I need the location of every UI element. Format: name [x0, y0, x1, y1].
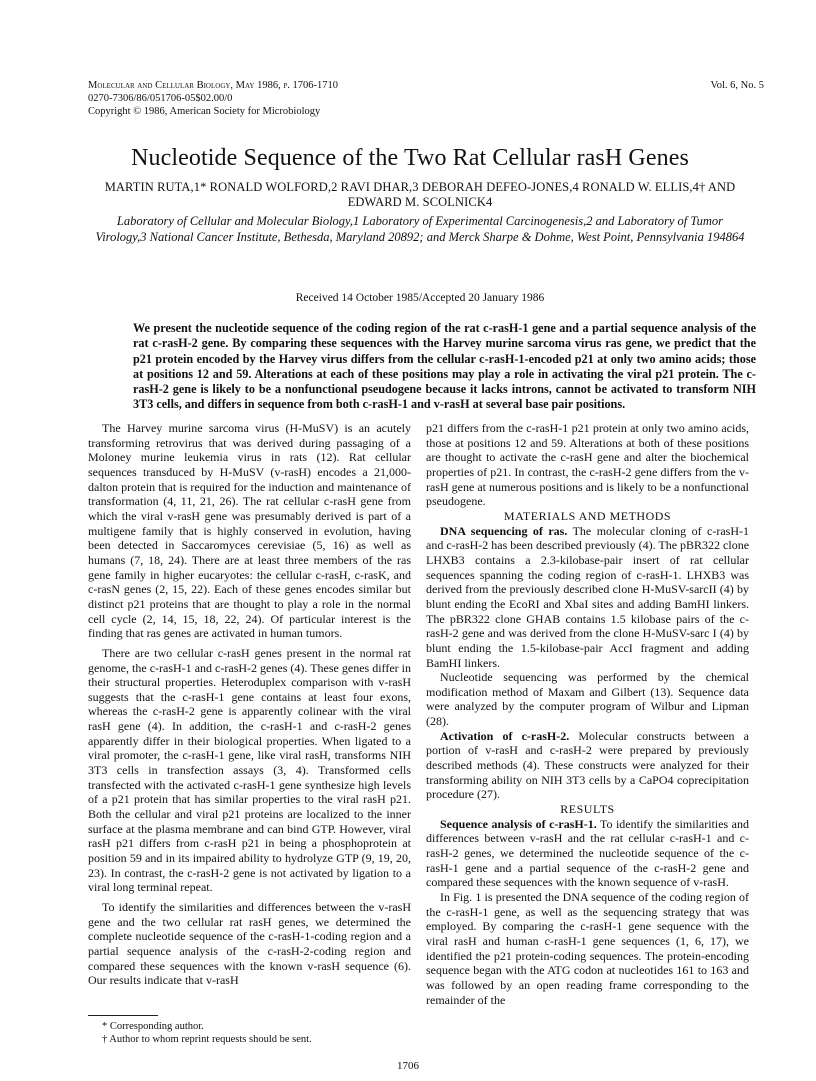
methods-paragraph-sequencing — [426, 524, 749, 671]
issn-line: 0270-7306/86/051706-05$02.00/0 — [88, 93, 233, 104]
methods-paragraph-activation — [426, 729, 749, 802]
footnotes — [88, 1015, 411, 1046]
run-in-heading: Sequence analysis of c-rasH-1. — [440, 816, 597, 831]
journal-masthead — [88, 79, 764, 118]
results-paragraph-2: In Fig. 1 is presented the DNA sequence of the coding region of the c-rasH-1 gene, as well as the sequencing strategy that was employed. By comparing the c-rasH-1 gene sequence with the viral rasH and human c-rasH-1 gene sequences (1, 6, 17), we identified the p21 protein-coding sequences. The protein-encoding sequence began with the ATG codon at nucleotides 161 to 163 and was followed by an open reading frame corresponding to the remainder of the — [426, 890, 749, 1007]
volume-issue: Vol. 6, No. 5 — [710, 80, 764, 91]
intro-paragraph-3: To identify the similarities and differences between the v-rasH gene and the two cellular rat rasH genes, we determined the complete nucleotide sequence of the c-rasH-1-coding region and a partial sequence analysis of the c-rasH-2-coding region and compared these sequences with the known v-rasH sequence (6). Our results indicate that v-rasH — [88, 900, 411, 988]
paragraph-text: To identify the similarities and differences between v-rasH and the rat cellular c-rasH-1 and c-rasH-2 genes, we determined the nucleotide sequence of the c-rasH-1 gene and a partial sequence of the c-rasH-2 gene and compared these sequences with the known sequence of v-rasH. — [426, 816, 749, 890]
article-title: Nucleotide Sequence of the Two Rat Cellular rasH Genes — [131, 145, 689, 171]
footnote-corresponding: * Corresponding author. — [102, 1021, 204, 1032]
methods-paragraph-nucleotide: Nucleotide sequencing was performed by the chemical modification method of Maxam and Gilbert (13). Sequence data were analyzed by the computer program of Wilbur and Lipman (28). — [426, 670, 749, 729]
intro-paragraph-2: There are two cellular c-rasH genes present in the normal rat genome, the c-rasH-1 and c-rasH-2 genes (4). These genes differ in their structural properties. Heteroduplex comparison with v-rasH suggests that the c-rasH-1 gene contains at least four exons, whereas the c-rasH-2 gene is apparently colinear with the viral rasH gene (4). In addition, the c-rasH-1 and c-rasH-2 genes apparently differ in their biological properties. When ligated to a viral promoter, the c-rasH-1 gene, like viral rasH, transforms NIH 3T3 cells in transfection assays (3, 4). Transformed cells transfected with the activated c-rasH-1 gene synthesize high levels of a p21 protein that has similar properties to the viral rasH p21. Both the cellular and viral p21 proteins are localized to the inner surface at the plasma membrane and can bind GTP. However, viral rasH p21 differs from c-rasH p21 in being a phosphoprotein at position 59 and in its impaired ability to hydrolyze GTP (9, 19, 20, 23). In contrast, the c-rasH-2 gene is not activated by ligation to a viral long terminal repeat. — [88, 645, 411, 895]
intro-paragraph-continued: p21 differs from the c-rasH-1 p21 protein at only two amino acids, those at positions 12 and 59. Alterations at both of these positions are thought to activate the c-rasH gene and alter the biochemical properties of p21. In contrast, the c-rasH-2 gene differs from the v-rasH gene at numerous positions and is likely to be a nonfunctional pseudogene. — [426, 421, 749, 509]
page-number: 1706 — [397, 1060, 419, 1072]
intro-paragraph-1: The Harvey murine sarcoma virus (H-MuSV) is an acutely transforming retrovirus that was derived during passaging of a Moloney murine leukemia virus in rats (12). Rat cellular sequences transduced by H-MuSV (v-rasH) encodes a 21,000-dalton protein that is required for the induction and maintenance of transformation (4, 11, 21, 26). The rat cellular c-rasH gene from which the viral v-rasH gene was presumably derived is part of a multigene family that is highly conserved in evolution, having been detected in Saccaromyces cerevisiae (5, 16) as well as humans (7, 18, 24). There are at least three members of the ras gene family in higher eucaryotes: the cellular c-rasH, c-rasK, and c-rasN genes (2, 15, 22). Each of these genes encodes similar but distinct p21 proteins that are thought to play a role in the normal cell cycle (2, 14, 15, 18, 22, 24). Of particular interest is the finding that ras genes are activated in human tumors. — [88, 421, 411, 641]
received-dates: Received 14 October 1985/Accepted 20 January 1986 — [295, 292, 545, 304]
section-heading-results: RESULTS — [560, 802, 615, 817]
footnote-reprints: † Author to whom reprint requests should be sent. — [102, 1034, 312, 1045]
results-paragraph-1 — [426, 817, 749, 890]
run-in-heading: Activation of c-rasH-2. — [440, 728, 570, 743]
right-column — [426, 421, 749, 1007]
journal-citation: Molecular and Cellular Biology, May 1986, p. 1706-1710 — [88, 80, 338, 91]
run-in-heading: DNA sequencing of ras. — [440, 523, 568, 538]
left-column — [88, 421, 411, 988]
author-list — [80, 180, 760, 210]
authors-line-2: EDWARD M. SCOLNICK4 — [347, 195, 493, 209]
paragraph-text: Molecular constructs between a portion of v-rasH and c-rasH-2 were prepared by previously described methods (4). These constructs were analyzed for their transforming ability on NIH 3T3 cells by a CaPO4 coprecipitation procedure (27). — [426, 728, 749, 802]
authors-line-1: MARTIN RUTA,1* RONALD WOLFORD,2 RAVI DHAR,3 DEBORAH DEFEO-JONES,4 RONALD W. ELLIS,4† AND — [104, 180, 736, 194]
paragraph-text: The molecular cloning of c-rasH-1 and c-rasH-2 has been described previously (4). The pBR322 clone LHXB3 contains a 2.3-kilobase-pair insert of rat cellular sequences spanning the coding region of c-rasH-1. LHXB3 was derived from the previously described clone H-MuSV-sarcII (4) by blunt ending the EcoRI and XbaI sites and adding BamHI linkers. The pBR322 clone GHAB contains 1.5 kilobase pairs of the c-rasH-2 gene and was derived from the clone H-MuSV-sarc I (4) by blunt ending the 1.5-kilobase-pair AccI fragment and adding BamHI linkers. — [426, 523, 750, 670]
affiliations: Laboratory of Cellular and Molecular Biology,1 Laboratory of Experimental Carcinogenesis,2 and Laboratory of Tumor Virology,3 National Cancer Institute, Bethesda, Maryland 20892; and Merck Sharpe & Dohme, West Point, Pennsylvania 194864 — [95, 214, 745, 244]
section-heading-methods: MATERIALS AND METHODS — [503, 508, 672, 523]
abstract: We present the nucleotide sequence of the coding region of the rat c-rasH-1 gene and a partial sequence analysis of the rat c-rasH-2 gene. By comparing these sequences with the Harvey murine sarcoma virus ras gene, we predict that the p21 protein encoded by the Harvey virus differs from the cellular c-rasH-1-encoded p21 at only two amino acids; those at positions 12 and 59. Alterations at each of these positions may play a role in activating the viral p21 protein. The c-rasH-2 gene is likely to be a nonfunctional pseudogene because it lacks introns, cannot be activated to transform NIH 3T3 cells, and differs in sequence from both c-rasH-1 and v-rasH at several base pair positions. — [133, 321, 756, 412]
footnote-rule — [88, 1015, 158, 1016]
copyright-line: Copyright © 1986, American Society for Microbiology — [88, 106, 321, 117]
